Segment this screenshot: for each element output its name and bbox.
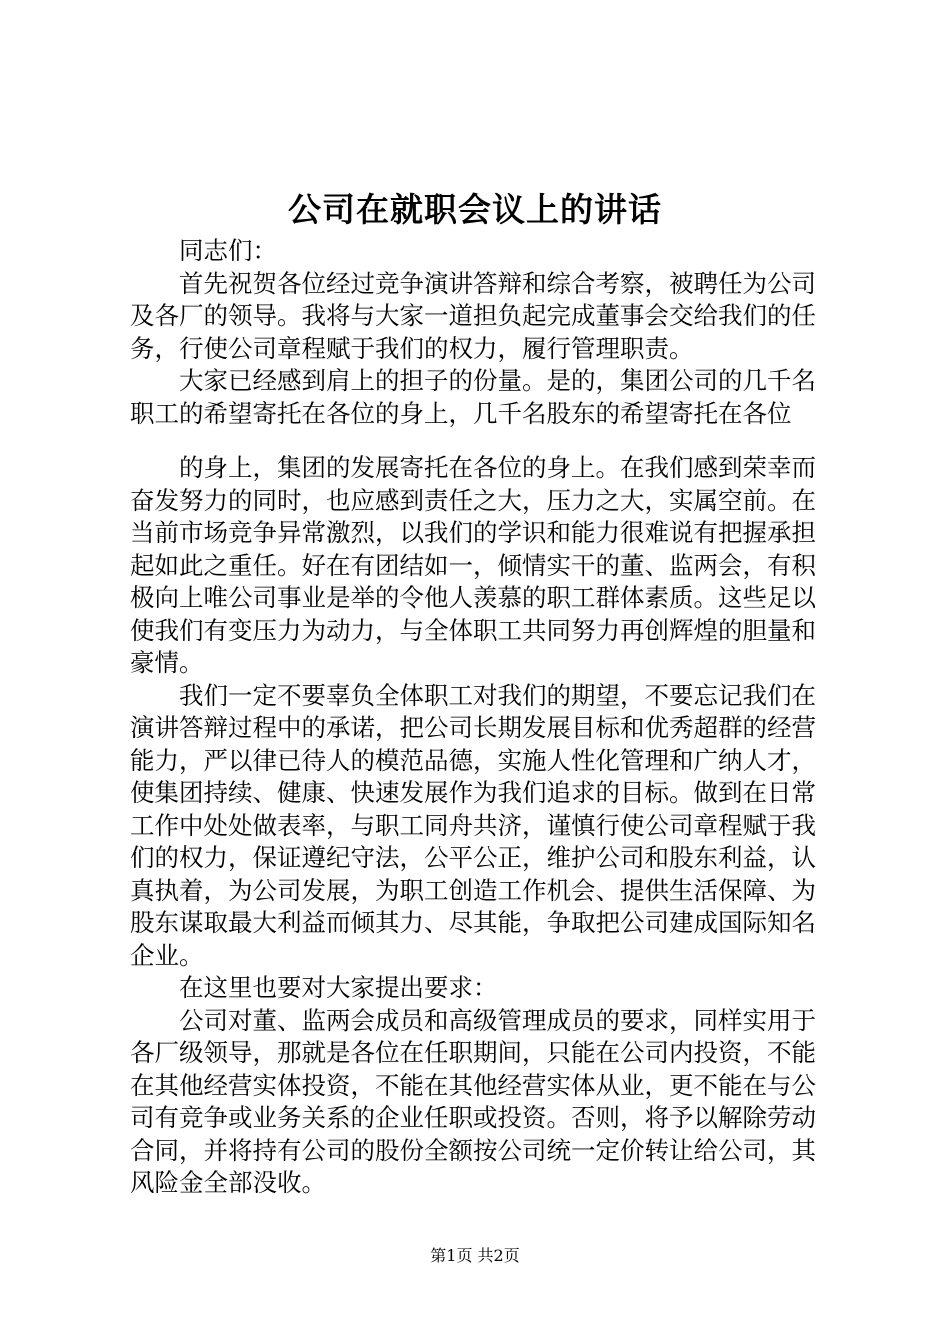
salutation-paragraph: 同志们： xyxy=(179,236,277,265)
body-paragraph: 的身上，集团的发展寄托在各位的身上。在我们感到荣幸而奋发努力的同时，也应感到责任之大，压力之大，实属空前。在当前市场竞争异常激烈，以我们的学识和能力很难说有把握承担起如此之重任。好在有团结如一，倾情实干的董、监两会，有积极向上唯公司事业是举的令他人羡慕的职工群体素质。这些足以使我们有变压力为动力，与全体职工共同努力再创辉煌的胆量和豪情。 xyxy=(130,453,816,677)
body-paragraph: 我们一定不要辜负全体职工对我们的期望，不要忘记我们在演讲答辩过程中的承诺，把公司长期发展目标和优秀超群的经营能力，严以律已待人的模范品德，实施人性化管理和广纳人才，使集团持续、健康、快速发展作为我们追求的目标。做到在日常工作中处处做表率，与职工同舟共济，谨慎行使公司章程赋于我们的权力，保证遵纪守法，公平公正，维护公司和股东利益，认真执着，为公司发展，为职工创造工作机会、提供生活保障、为股东谋取最大利益而倾其力、尽其能，争取把公司建成国际知名企业。 xyxy=(130,680,816,970)
body-paragraph: 大家已经感到肩上的担子的份量。是的，集团公司的几千名职工的希望寄托在各位的身上，几千名股东的希望寄托在各位 xyxy=(130,366,816,428)
document-body xyxy=(130,235,832,1200)
page-number-footer: 第1页 共2页 xyxy=(430,1246,520,1265)
body-paragraph: 首先祝贺各位经过竞争演讲答辩和综合考察，被聘任为公司及各厂的领导。我将与大家一道担负起完成董事会交给我们的任务，行使公司章程赋于我们的权力，履行管理职责。 xyxy=(130,268,816,363)
document-title: 公司在就职会议上的讲话 xyxy=(288,190,662,229)
body-paragraph: 公司对董、监两会成员和高级管理成员的要求，同样实用于各厂级领导，那就是各位在任职期间，只能在公司内投资，不能在其他经营实体投资，不能在其他经营实体从业，更不能在与公司有竞争或业务关系的企业任职或投资。否则，将予以解除劳动合同，并将持有公司的股份全额按公司统一定价转让给公司，其风险金全部没收。 xyxy=(130,1005,816,1197)
body-paragraph: 在这里也要对大家提出要求： xyxy=(179,973,498,1002)
